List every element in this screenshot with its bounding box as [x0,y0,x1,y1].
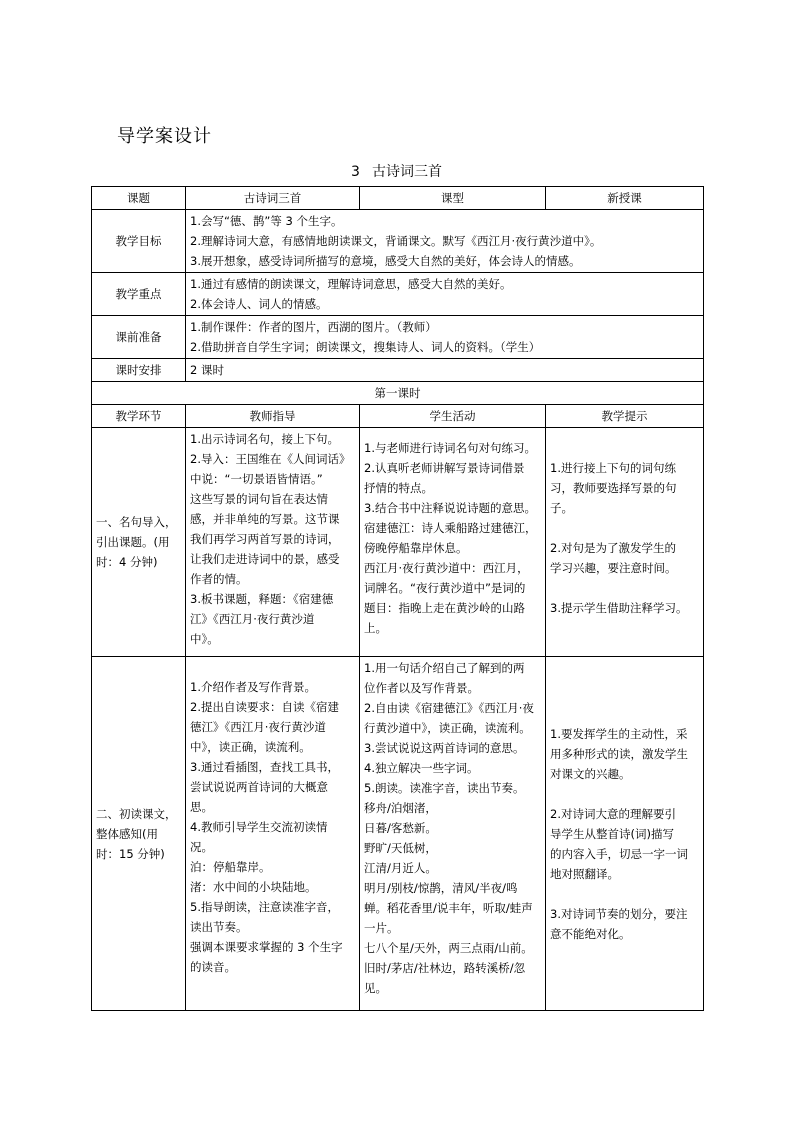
teacher-text: 3.板书课题，释题：《宿建德 [190,592,334,606]
teacher-text: 中》。 [190,632,219,646]
topic-value: 古诗词三首 [186,187,360,210]
period-title: 第一课时 [92,382,704,405]
student-text: 3.尝试说说这两首诗词的意思。 [364,741,525,755]
teacher-text: 德江》《西江月·夜行黄沙道 [190,720,326,734]
lesson-plan-table [91,186,704,1011]
student-text: 上。 [364,621,387,635]
teacher-text: 1.介绍作者及写作背景。 [190,680,316,694]
student-text: 七八个星/天外，两三点雨/山前。 [364,941,533,955]
teacher-text: 4.教师引导学生交流初读情 [190,820,328,834]
student-text: 明月/别枝/惊鹊，清风/半夜/鸣 [364,881,518,895]
student-text: 2.认真听老师讲解写景诗词借景 [364,461,525,475]
stage-row [92,657,704,1011]
stage-text: 时：4 分钟) [96,555,158,569]
spacer [550,578,699,598]
student-text: 一片。 [364,921,399,935]
student-text: 3.结合书中注释说说诗题的意思。 [364,501,536,515]
student-text: 位作者以及写作背景。 [364,681,479,695]
goal-item: 3.展开想象，感受诗词所描写的意境，感受大自然的美好，体会诗人的情感。 [190,254,581,268]
tips-text: 习，教师要选择写景的句 [550,481,677,495]
lesson-number: 3 [351,164,360,180]
student-text: 移舟/泊烟渚， [364,801,437,815]
tips-text: 学习兴趣，要注意时间。 [550,561,677,575]
tips-text: 3.对诗词节奏的划分，要注 [550,906,688,921]
goals-label: 教学目标 [92,210,186,273]
teacher-text: 中》，读正确，读流利。 [190,740,311,754]
student-text: 蝉。稻花香里/说丰年，听取/蛙声 [364,901,533,915]
type-value: 新授课 [546,187,704,210]
stage-text: 时：15 分钟) [96,846,165,861]
column-header: 教学提示 [546,405,704,428]
goal-item: 1.会写“德、鹊”等 3 个生字。 [190,214,343,228]
focus-item: 1.通过有感情的朗读课文，理解诗词意思，感受大自然的美好。 [190,277,512,291]
student-text: 日暮/客愁新。 [364,821,437,835]
column-header: 教学环节 [92,405,186,428]
teacher-text: 读出节奏。 [190,920,248,934]
schedule-value: 2 课时 [186,359,704,382]
tips-text: 2.对句是为了激发学生的 [550,541,676,555]
stage-row [92,428,704,657]
tips-text: 对课文的兴趣。 [550,766,631,781]
teacher-text: 感，并非单纯的写景。这节课 [190,512,340,526]
tips-text: 3.提示学生借助注释学习。 [550,601,688,615]
schedule-label: 课时安排 [92,359,186,382]
tips-text: 的内容入手，切忌一字一词 [550,846,688,861]
type-label: 课型 [360,187,546,210]
teacher-text: 我们再学习两首写景的诗词， [190,532,340,546]
student-cell [360,657,546,1011]
teacher-text: 作者的情。 [190,572,248,586]
schedule-row [92,359,704,382]
stage-cell [92,657,186,1011]
tips-text: 子。 [550,501,573,515]
prep-item: 1.制作课件：作者的图片，西湖的图片。（教师） [190,320,437,334]
stage-cell [92,428,186,657]
teacher-text: 江》《西江月·夜行黄沙道 [190,612,315,626]
teacher-text: 2.导入：王国维在《人间词话》 [190,452,351,466]
teacher-text: 思。 [190,800,213,814]
tips-text: 1.进行接上下句的词句练 [550,461,676,475]
student-text: 4.独立解决一些字词。 [364,761,479,775]
spacer [550,884,699,904]
teacher-text: 泊：停船靠岸。 [190,860,271,874]
teacher-text: 5.指导朗读，注意读准字音， [190,900,339,914]
goals-row [92,210,704,273]
student-text: 词牌名。“夜行黄沙道中”是词的 [364,581,526,595]
teacher-text: 2.提出自读要求：自读《宿建 [190,700,339,714]
teacher-text: 渚：水中间的小块陆地。 [190,880,317,894]
student-cell [360,428,546,657]
goals-content [186,210,704,273]
stage-text: 引出课题。(用 [96,535,170,549]
tips-text: 用多种形式的读，激发学生 [550,746,688,761]
teacher-text: 尝试说说两首诗词的大概意 [190,780,328,794]
prep-label: 课前准备 [92,316,186,359]
tips-text: 地对照翻译。 [550,866,619,881]
student-text: 1.用一句话介绍自己了解到的两 [364,661,525,675]
teacher-text: 让我们走进诗词中的景，感受 [190,552,340,566]
stage-text: 整体感知(用 [96,826,158,841]
spacer [550,784,699,804]
prep-row [92,316,704,359]
tips-cell [546,657,704,1011]
student-text: 抒情的特点。 [364,481,433,495]
student-text: 宿建德江：诗人乘船路过建德江， [364,521,537,535]
goal-item: 2.理解诗词大意，有感情地朗读课文，背诵课文。默写《西江月·夜行黄沙道中》。 [190,234,602,248]
tips-text: 2.对诗词大意的理解要引 [550,806,676,821]
student-text: 傍晚停船靠岸休息。 [364,541,468,555]
stage-text: 二、初读课文， [96,806,177,821]
student-text: 题目：指晚上走在黄沙岭的山路 [364,601,525,615]
lesson-title: 古诗词三首 [371,164,442,180]
prep-content [186,316,704,359]
tips-text: 导学生从整首诗(词)描写 [550,826,674,841]
column-header: 学生活动 [360,405,546,428]
teacher-text: 3.通过看插图，查找工具书， [190,760,339,774]
student-text: 5.朗读。读准字音，读出节奏。 [364,781,525,795]
focus-label: 教学重点 [92,273,186,316]
focus-content [186,273,704,316]
student-text: 见。 [364,981,387,995]
teacher-text: 这些写景的词句旨在表达情 [190,492,328,506]
column-header-row [92,405,704,428]
tips-cell [546,428,704,657]
student-text: 2.自由读《宿建德江》《西江月·夜 [364,701,534,715]
tips-text: 意不能绝对化。 [550,926,631,941]
student-text: 旧时/茅店/社林边，路转溪桥/忽 [364,961,526,975]
topic-label: 课题 [92,187,186,210]
student-text: 西江月·夜行黄沙道中：西江月， [364,561,529,575]
teacher-text: 的读音。 [190,960,236,974]
student-text: 1.与老师进行诗词名句对句练习。 [364,441,536,455]
document-title: 导学案设计 [117,126,212,147]
spacer [550,518,699,538]
focus-row [92,273,704,316]
prep-item: 2.借助拼音自学生字词；朗读课文，搜集诗人、词人的资料。（学生） [190,340,541,354]
teacher-text: 中说：“一切景语皆情语。” [190,472,323,486]
student-text: 野旷/天低树， [364,841,437,855]
teacher-text: 况。 [190,840,213,854]
student-text: 行黄沙道中》，读正确，读流利。 [364,721,531,735]
teacher-text: 强调本课要求掌握的 3 个生字 [190,940,343,954]
column-header: 教师指导 [186,405,360,428]
teacher-cell [186,428,360,657]
header-row [92,187,704,210]
focus-item: 2.体会诗人、词人的情感。 [190,297,328,311]
period-row [92,382,704,405]
tips-text: 1.要发挥学生的主动性，采 [550,726,688,741]
teacher-cell [186,657,360,1011]
teacher-text: 1.出示诗词名句，接上下句。 [190,432,339,446]
stage-text: 一、名句导入， [96,515,177,529]
student-text: 江清/月近人。 [364,861,437,875]
lesson-heading [0,161,793,181]
